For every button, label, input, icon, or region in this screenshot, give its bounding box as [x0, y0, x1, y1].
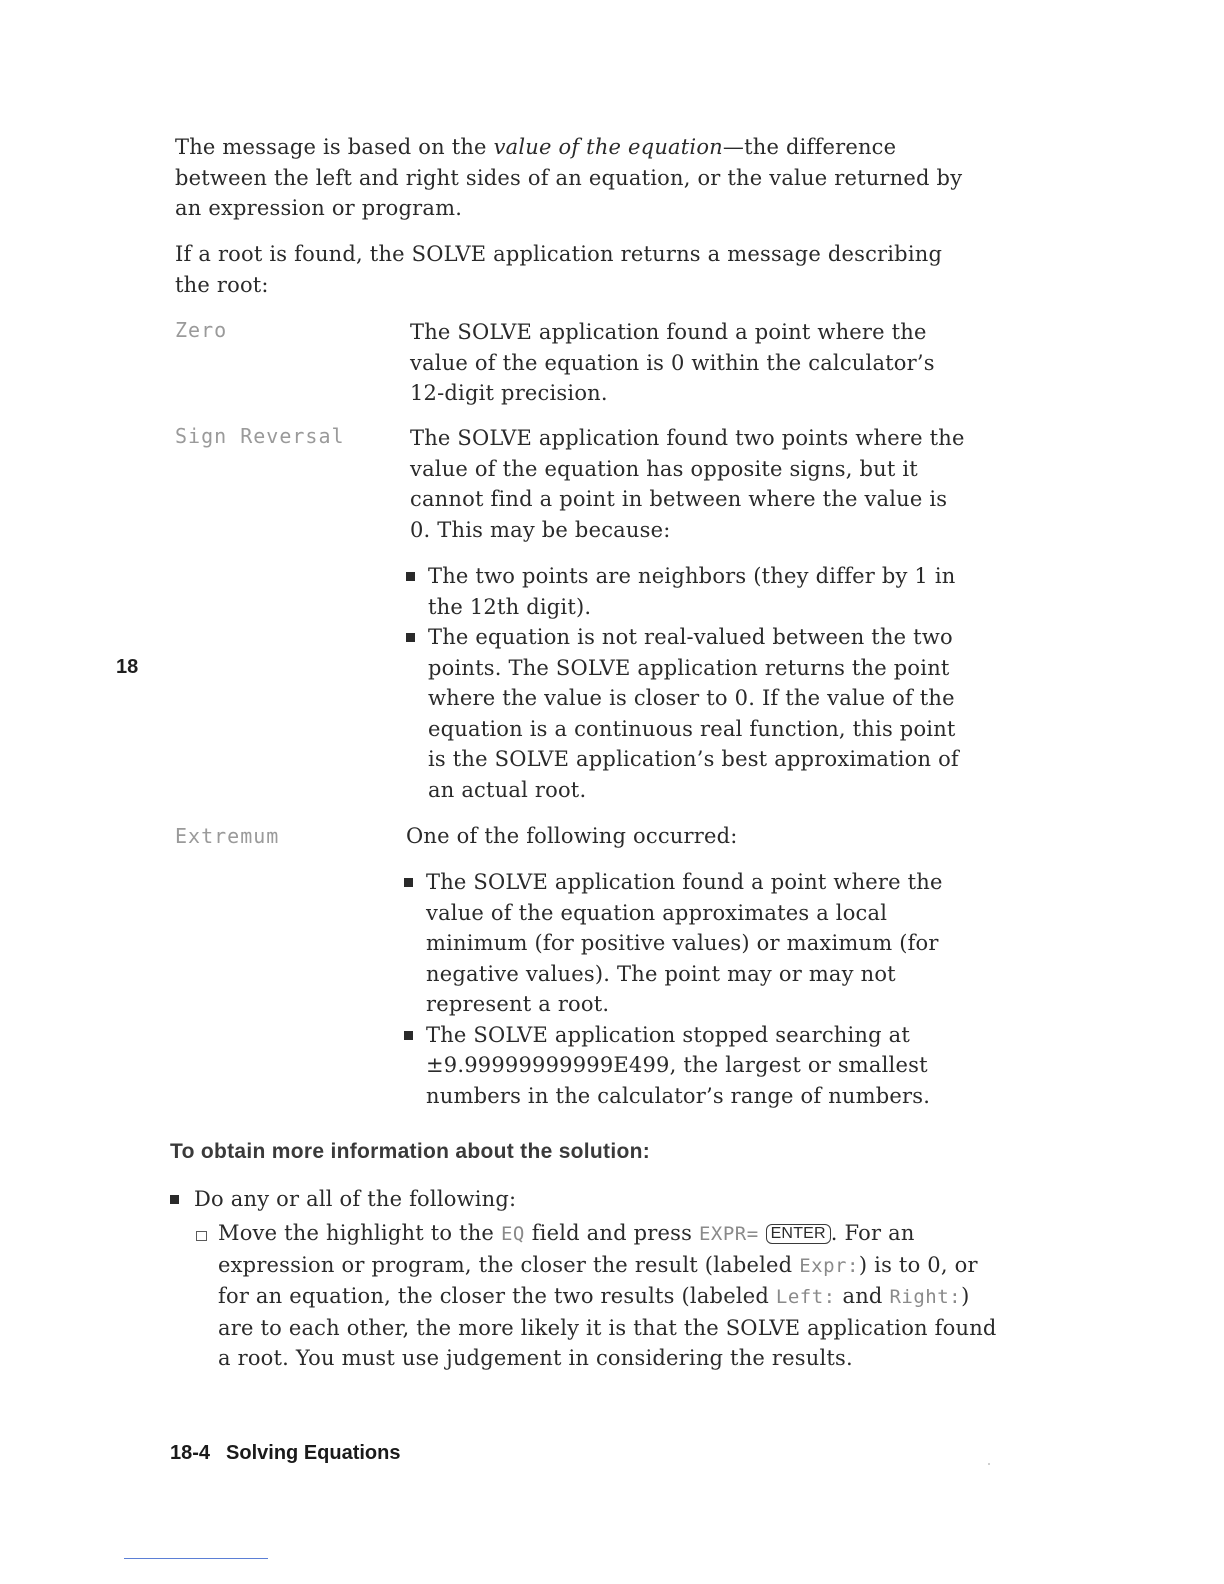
checkbox-bullet-icon [196, 1231, 207, 1241]
bullet-icon [404, 1031, 413, 1040]
intro-emphasis: value of the equation [493, 135, 723, 159]
message-desc-extremum: One of the following occurred: [406, 824, 738, 848]
section-heading: To obtain more information about the solution: [170, 1140, 651, 1163]
list-item: Do any or all of the following: [170, 1184, 970, 1215]
message-term-extremum: Extremum [175, 824, 280, 848]
list-item: The two points are neighbors (they differ by 1 in the 12th digit). [406, 561, 971, 622]
intro-paragraph-2: If a root is found, the SOLVE application returns a message describing the root: [175, 242, 943, 297]
chapter-title: Solving Equations [226, 1442, 401, 1464]
intro-text: The message is based on the [175, 135, 494, 159]
message-desc-sign-reversal: The SOLVE application found two points where the value of the equation has opposite signs, but it cannot find a point in between where the value is 0. This may be because: [410, 426, 965, 542]
list-item: The SOLVE application stopped searching at ±9.99999999999E499, the largest or smallest numbers in the calculator’s range of numbers. [404, 1020, 974, 1112]
label-expr: Expr: [799, 1254, 859, 1277]
sign-reversal-causes [406, 561, 971, 805]
scan-speck [988, 1463, 990, 1465]
label-left: Left: [775, 1286, 836, 1308]
section-bullets [170, 1184, 970, 1215]
list-item: The SOLVE application found a point where the value of the equation approximates a local minimum (for positive values) or maximum (for negative values). The point may or may not represent a root. [404, 867, 974, 1020]
message-term-zero: Zero [175, 318, 228, 342]
list-item: The equation is not real-valued between the two points. The SOLVE application returns the point where the value is closer to 0. If the value of the equation is a continuous real function, this point is the SOLVE application’s best approximation of an actual root. [406, 622, 971, 805]
page-footer [170, 1442, 400, 1465]
softkey-label: EXPR= [698, 1223, 759, 1245]
page-number: 18-4 [170, 1442, 211, 1464]
bullet-icon [406, 633, 415, 642]
bullet-icon [170, 1195, 179, 1204]
sub-step: Move the highlight to the EQ field and press EXPR= ENTER . For an expression or program, the closer the result (labeled Expr:) is to 0, or for an equation, the closer the two results (labeled Left: and Right:) are to each other, the more likely it is that the SOLVE application found a root. You must use judgement in considering the results. [192, 1218, 998, 1374]
enter-key: ENTER [766, 1224, 831, 1244]
bullet-icon [406, 572, 415, 581]
intro-paragraph-1 [175, 132, 975, 224]
intro-text-rest: —the difference between the left and right sides of an equation, or the value returned by an expression or program. [175, 135, 963, 220]
extremum-causes [404, 867, 974, 1111]
bullet-icon [404, 878, 413, 887]
message-desc-zero: The SOLVE application found a point where the value of the equation is 0 within the calculator’s 12-digit precision. [410, 320, 935, 405]
chapter-margin-tab: 18 [116, 656, 139, 678]
scan-edge-rule [124, 1558, 268, 1559]
label-right: Right: [889, 1286, 962, 1308]
message-term-sign-reversal: Sign Reversal [175, 424, 345, 448]
field-name: EQ [500, 1223, 525, 1245]
